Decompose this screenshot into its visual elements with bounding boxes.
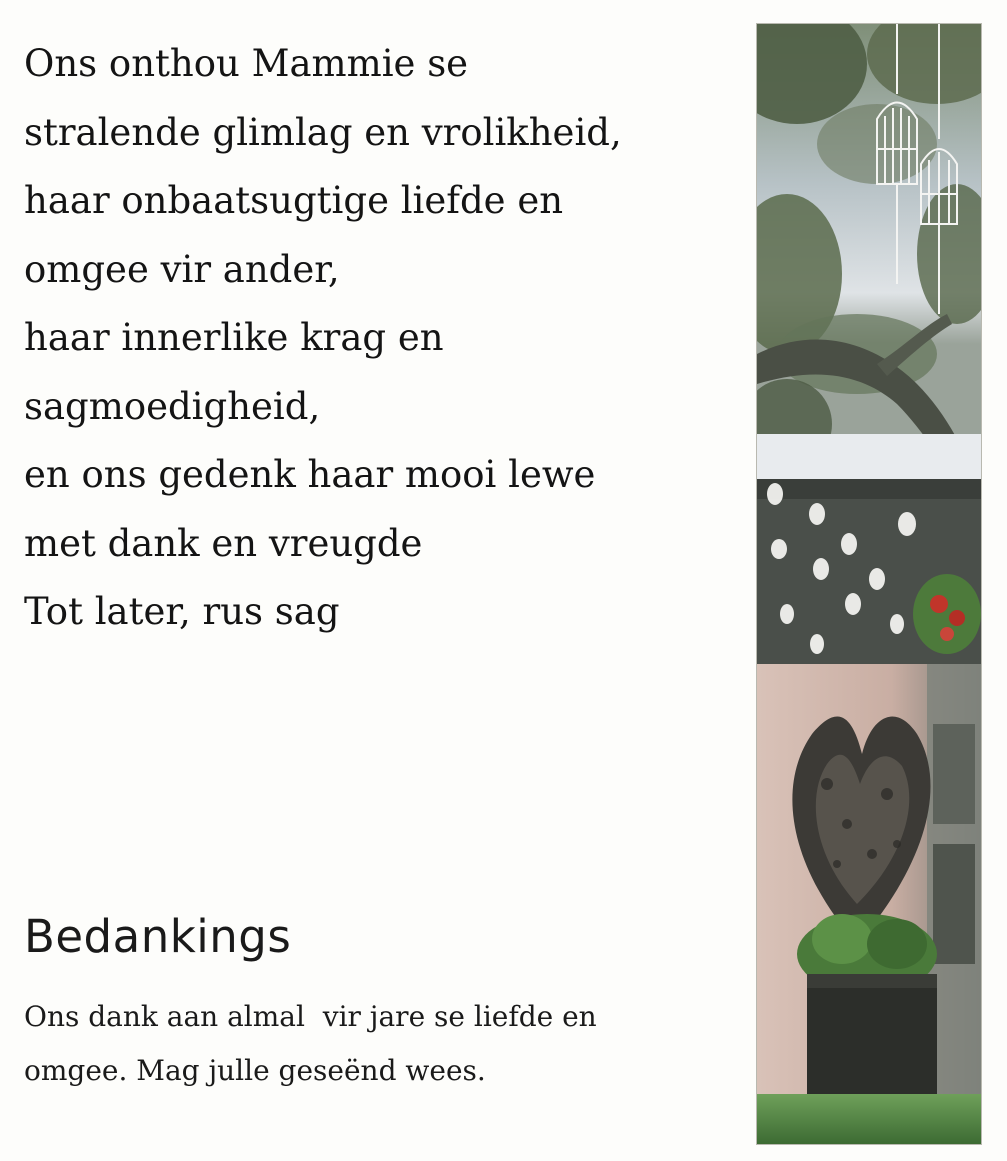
poem-line: haar innerlike krag en: [24, 316, 444, 359]
poem-line: Tot later, rus sag: [24, 590, 340, 633]
poem: [24, 30, 744, 647]
poem-line: omgee vir ander,: [24, 247, 340, 291]
photo-illustration: [757, 24, 981, 1144]
decorative-photo: [757, 24, 981, 1144]
poem-line: Ons onthou Mammie se: [24, 42, 469, 85]
poem-line: sagmoedigheid,: [24, 384, 321, 428]
thanks-heading: Bedankings: [24, 910, 292, 963]
thanks-line: Ons dank aan almal vir jare se liefde en: [24, 1000, 597, 1033]
poem-line: haar onbaatsugtige liefde en: [24, 179, 564, 222]
flower-pot-icon: [913, 574, 981, 654]
poem-line: en ons gedenk haar mooi lewe: [24, 453, 596, 496]
thanks-text: [24, 990, 724, 1098]
poem-line: stralende glimlag en vrolikheid,: [24, 110, 622, 154]
thanks-line: omgee. Mag julle geseënd wees.: [24, 1054, 486, 1087]
poem-line: met dank en vreugde: [24, 521, 423, 565]
